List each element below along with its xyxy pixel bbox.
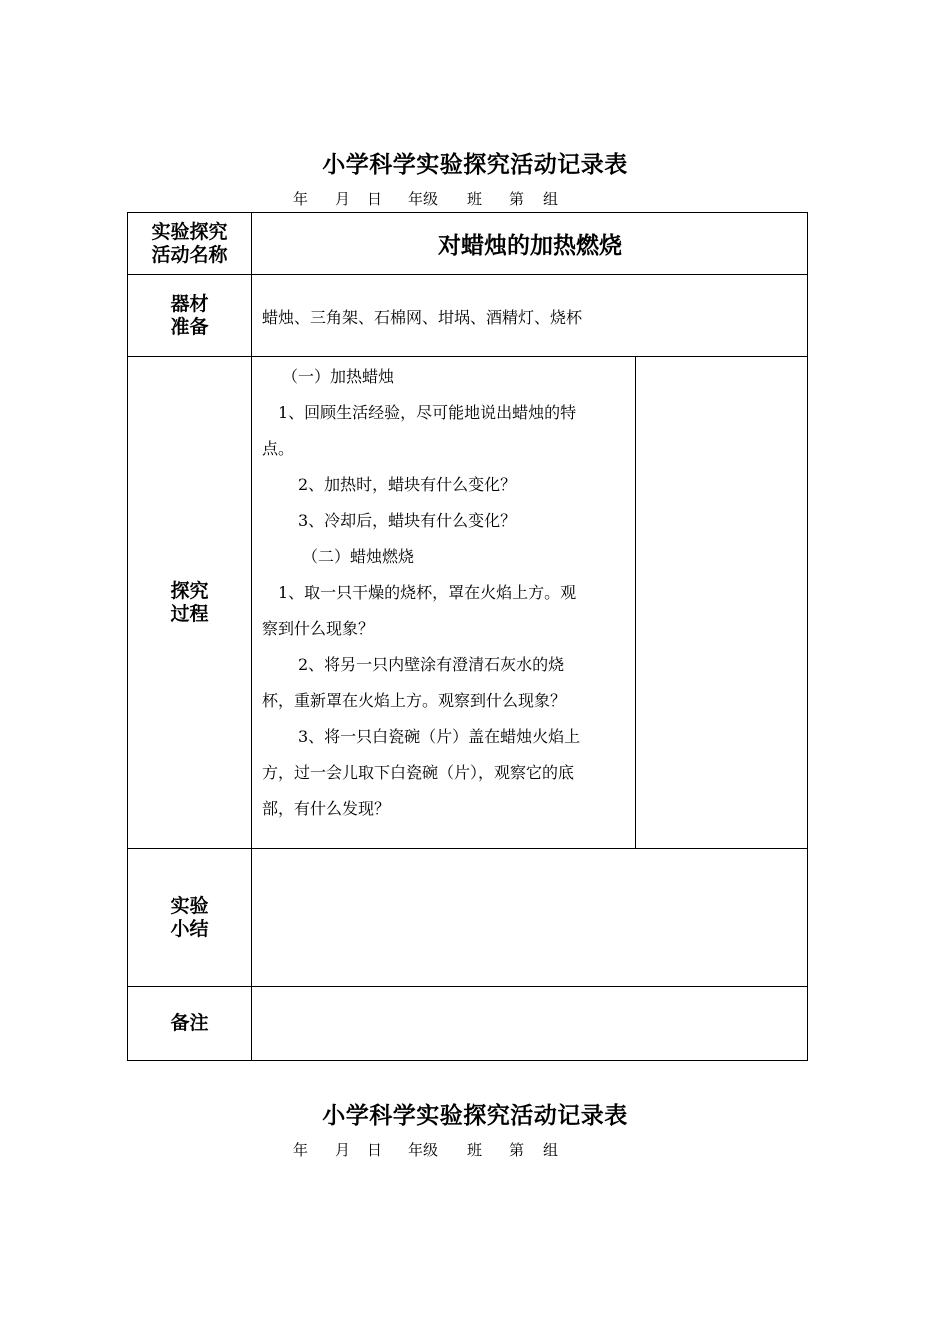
meta-grade: 年级: [408, 190, 439, 208]
process-line: 1、回顾生活经验，尽可能地说出蜡烛的特: [278, 403, 577, 422]
date-class-group-line: [293, 188, 558, 209]
meta-year: 年: [293, 190, 309, 208]
meta-class: 班: [467, 190, 483, 208]
page-title: 小学科学实验探究活动记录表: [322, 152, 628, 178]
process-text: [262, 359, 632, 827]
meta-month: 月: [335, 190, 351, 208]
materials-label: 器材 准备: [170, 292, 209, 338]
record-table: [127, 212, 808, 1061]
page-title: 小学科学实验探究活动记录表: [322, 1103, 628, 1129]
process-line: 2、加热时，蜡块有什么变化？: [298, 475, 517, 494]
process-line: 1、取一只干燥的烧杯，罩在火焰上方。观: [278, 583, 577, 602]
process-line: 杯，重新罩在火焰上方。观察到什么现象？: [262, 691, 567, 710]
date-class-group-line: [293, 1139, 558, 1160]
activity-name-label: 实验探究 活动名称: [151, 220, 228, 266]
meta-group: 组: [543, 190, 559, 208]
summary-label: 实验 小结: [170, 894, 209, 940]
process-line: 3、将一只白瓷碗（片）盖在蜡烛火焰上: [298, 727, 581, 746]
process-line: 3、冷却后，蜡块有什么变化？: [298, 511, 517, 530]
process-line: （一）加热蜡烛: [282, 367, 395, 386]
column-divider: [635, 356, 636, 848]
meta-year: 年: [293, 1141, 309, 1159]
meta-grade: 年级: [408, 1141, 439, 1159]
activity-name: 对蜡烛的加热燃烧: [438, 233, 622, 259]
process-line: 部，有什么发现？: [262, 799, 391, 818]
materials-text: 蜡烛、三角架、石棉网、坩埚、酒精灯、烧杯: [262, 308, 583, 327]
meta-number: 第: [509, 190, 525, 208]
process-line: 方，过一会儿取下白瓷碗（片），观察它的底: [262, 763, 575, 782]
process-label: 探究 过程: [170, 579, 209, 625]
notes-label: 备注: [170, 1012, 209, 1034]
process-line: 察到什么现象？: [262, 619, 375, 638]
meta-number: 第: [509, 1141, 525, 1159]
meta-class: 班: [467, 1141, 483, 1159]
meta-group: 组: [543, 1141, 559, 1159]
meta-day: 日: [367, 190, 383, 208]
process-line: 2、将另一只内壁涂有澄清石灰水的烧: [298, 655, 565, 674]
meta-day: 日: [367, 1141, 383, 1159]
meta-month: 月: [335, 1141, 351, 1159]
column-divider: [251, 213, 252, 1060]
process-line: （二）蜡烛燃烧: [302, 547, 415, 566]
process-line: 点。: [262, 439, 295, 458]
